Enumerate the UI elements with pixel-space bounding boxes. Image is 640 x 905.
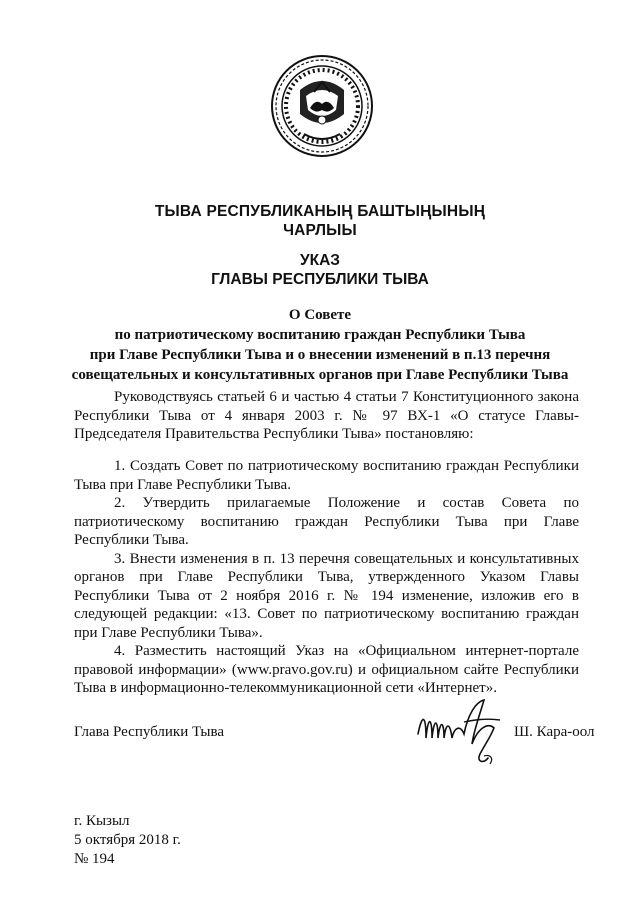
decree-title <box>0 305 640 385</box>
decree-item: 3. Внести изменения в п. 13 перечня совещательных и консультативных органов при Главе Республики Тыва, утвержденного Указом Главы Республики Тыва от 2 ноября 2016 г. № 194 изменение, изложив его в следующей редакции: «13. Совет по патриотическому воспитанию граждан при Главе Республики Тыва». <box>74 550 579 641</box>
decree-type-line: ГЛАВЫ РЕСПУБЛИКИ ТЫВА <box>211 271 429 288</box>
signatory-position: Глава Республики Тыва <box>74 724 225 740</box>
decree-items <box>74 457 579 698</box>
decree-item: 1. Создать Совет по патриотическому воспитанию граждан Республики Тыва при Главе Республики Тыва. <box>74 458 579 493</box>
decree-title-line: совещательных и консультативных органов при Главе Республики Тыва <box>71 367 569 383</box>
decree-title-line: при Главе Республики Тыва и о внесении изменений в п.13 перечня <box>89 347 551 363</box>
republic-heading-line: ТЫВА РЕСПУБЛИКАНЫҢ БАШТЫҢЫНЫҢ <box>154 203 486 220</box>
handwritten-signature <box>414 694 514 766</box>
footer-number: № 194 <box>74 851 115 867</box>
republic-heading <box>0 202 640 240</box>
preamble-text: Руководствуясь статьей 6 и частью 4 статьи 7 Конституционного закона Республики Тыва от 4 января 2003 г. № 97 ВХ-1 «О статусе Главы-Председателя Правительства Республики Тыва» постановляю: <box>74 389 579 442</box>
decree-type-line: УКАЗ <box>299 252 340 269</box>
coat-of-arms-icon <box>270 52 374 164</box>
footer-date: 5 октября 2018 г. <box>74 832 181 848</box>
decree-type-heading <box>0 251 640 289</box>
signatory-name: Ш. Кара-оол <box>514 724 595 740</box>
decree-item: 2. Утвердить прилагаемые Положение и состав Совета по патриотическому воспитанию граждан Республики Тыва при Главе Республики Тыва. <box>74 495 579 548</box>
decree-title-line: О Совете <box>288 307 352 323</box>
preamble <box>74 388 579 444</box>
footer-city: г. Кызыл <box>74 813 130 829</box>
republic-heading-line: ЧАРЛЫЫ <box>283 222 357 239</box>
decree-footer <box>74 812 181 869</box>
decree-item: 4. Разместить настоящий Указ на «Официальном интернет-портале правовой информации» (www.pravo.gov.ru) и официальном сайте Республики Тыва в информационно-телекоммуникационной сети «Интернет». <box>74 643 579 696</box>
decree-title-line: по патриотическому воспитанию граждан Республики Тыва <box>114 327 526 343</box>
